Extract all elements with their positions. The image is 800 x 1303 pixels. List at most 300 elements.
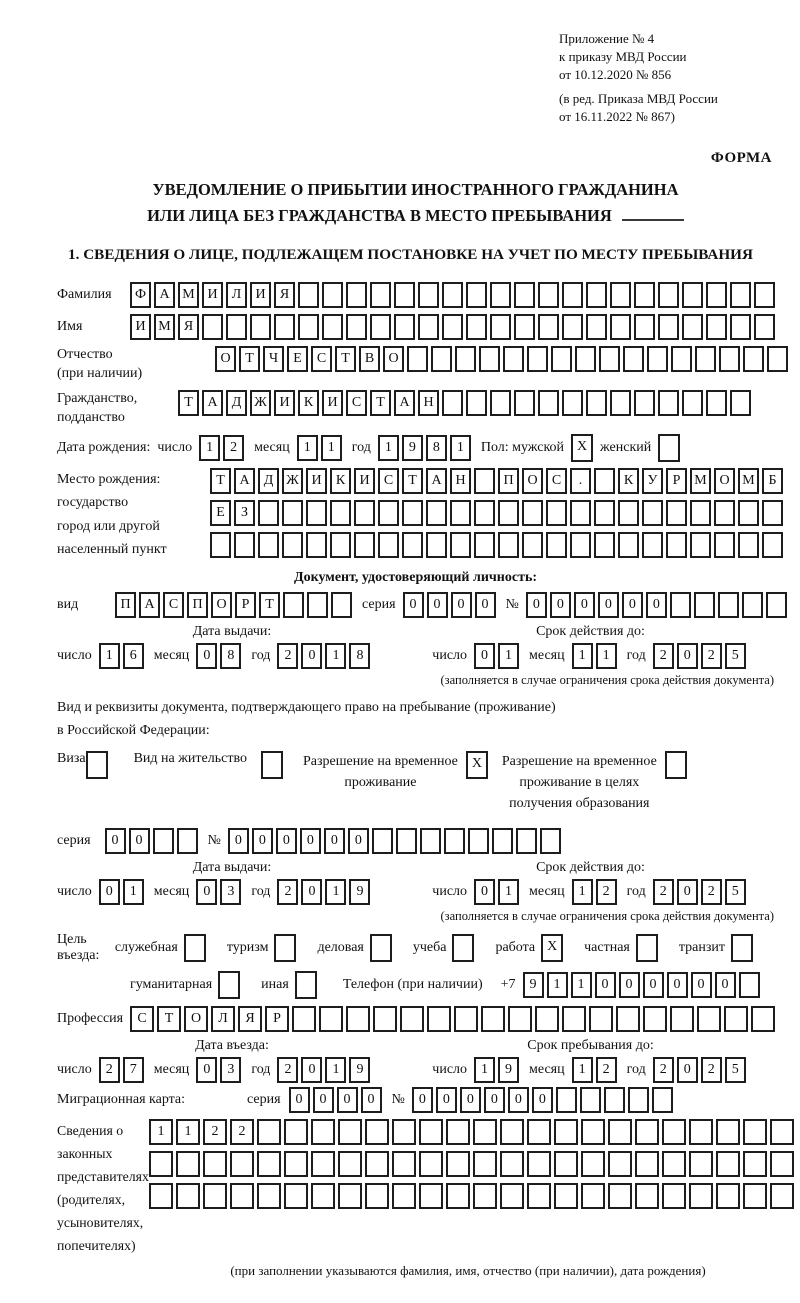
char-cell[interactable]: 2	[701, 879, 722, 905]
char-cell[interactable]: 9	[402, 435, 423, 461]
char-cell[interactable]	[500, 1119, 524, 1145]
char-cell[interactable]: 0	[677, 879, 698, 905]
char-cell[interactable]	[751, 1006, 775, 1032]
char-cell[interactable]: 2	[596, 1057, 617, 1083]
char-cell[interactable]: Р	[265, 1006, 289, 1032]
char-cell[interactable]: 1	[325, 1057, 346, 1083]
char-cell[interactable]: 3	[220, 1057, 241, 1083]
char-cell[interactable]: 2	[230, 1119, 254, 1145]
edu-permit-checkbox[interactable]	[665, 751, 687, 779]
char-cell[interactable]: 0	[622, 592, 643, 618]
char-cell[interactable]	[468, 828, 489, 854]
char-cell[interactable]	[503, 346, 524, 372]
char-cell[interactable]	[658, 314, 679, 340]
purpose-humanitarian-checkbox[interactable]	[218, 971, 246, 999]
char-cell[interactable]: 0	[289, 1087, 310, 1113]
char-cell[interactable]	[554, 1119, 578, 1145]
char-cell[interactable]	[473, 1119, 497, 1145]
char-cell[interactable]	[754, 314, 775, 340]
char-cell[interactable]	[149, 1183, 173, 1209]
char-cell[interactable]	[258, 500, 279, 526]
char-cell[interactable]	[454, 1006, 478, 1032]
char-cell[interactable]: 0	[598, 592, 619, 618]
char-cell[interactable]: 1	[325, 643, 346, 669]
char-cell[interactable]	[618, 532, 639, 558]
visa-checkbox[interactable]	[86, 751, 108, 779]
char-cell[interactable]: Р	[666, 468, 687, 494]
char-cell[interactable]	[210, 532, 231, 558]
char-cell[interactable]: 0	[677, 1057, 698, 1083]
char-cell[interactable]: Л	[226, 282, 247, 308]
char-cell[interactable]	[230, 1151, 254, 1177]
purpose-business-checkbox[interactable]	[184, 934, 212, 962]
char-cell[interactable]	[346, 1006, 370, 1032]
char-cell[interactable]	[562, 1006, 586, 1032]
checkbox-cell[interactable]	[184, 934, 206, 962]
char-cell[interactable]: 5	[725, 1057, 746, 1083]
char-cell[interactable]: 1	[99, 643, 120, 669]
char-cell[interactable]	[570, 500, 591, 526]
char-cell[interactable]	[346, 282, 367, 308]
char-cell[interactable]: 1	[474, 1057, 495, 1083]
char-cell[interactable]: П	[187, 592, 208, 618]
char-cell[interactable]: Д	[226, 390, 247, 416]
char-cell[interactable]	[230, 1183, 254, 1209]
char-cell[interactable]: 1	[378, 435, 399, 461]
char-cell[interactable]	[538, 390, 559, 416]
char-cell[interactable]: 6	[123, 643, 144, 669]
char-cell[interactable]	[396, 828, 417, 854]
checkbox-cell[interactable]	[370, 934, 392, 962]
char-cell[interactable]	[392, 1151, 416, 1177]
checkbox-cell[interactable]	[636, 934, 658, 962]
char-cell[interactable]	[346, 314, 367, 340]
char-cell[interactable]	[500, 1151, 524, 1177]
char-cell[interactable]: А	[394, 390, 415, 416]
char-cell[interactable]: 9	[349, 879, 370, 905]
char-cell[interactable]: М	[178, 282, 199, 308]
char-cell[interactable]	[652, 1087, 673, 1113]
char-cell[interactable]	[634, 282, 655, 308]
char-cell[interactable]	[446, 1119, 470, 1145]
char-cell[interactable]	[762, 532, 783, 558]
char-cell[interactable]	[738, 500, 759, 526]
char-cell[interactable]	[719, 346, 740, 372]
char-cell[interactable]	[554, 1183, 578, 1209]
char-cell[interactable]	[490, 390, 511, 416]
char-cell[interactable]	[250, 314, 271, 340]
char-cell[interactable]	[623, 346, 644, 372]
char-cell[interactable]	[338, 1119, 362, 1145]
char-cell[interactable]	[689, 1183, 713, 1209]
char-cell[interactable]: 2	[223, 435, 244, 461]
char-cell[interactable]: А	[202, 390, 223, 416]
char-cell[interactable]	[581, 1119, 605, 1145]
char-cell[interactable]	[473, 1183, 497, 1209]
char-cell[interactable]	[586, 390, 607, 416]
char-cell[interactable]	[662, 1183, 686, 1209]
checkbox-cell[interactable]	[274, 934, 296, 962]
char-cell[interactable]: К	[330, 468, 351, 494]
char-cell[interactable]	[730, 282, 751, 308]
char-cell[interactable]	[522, 532, 543, 558]
char-cell[interactable]: 1	[176, 1119, 200, 1145]
char-cell[interactable]	[670, 1006, 694, 1032]
char-cell[interactable]: 0	[451, 592, 472, 618]
char-cell[interactable]	[442, 282, 463, 308]
char-cell[interactable]	[562, 282, 583, 308]
char-cell[interactable]: М	[154, 314, 175, 340]
char-cell[interactable]	[466, 314, 487, 340]
char-cell[interactable]	[370, 282, 391, 308]
char-cell[interactable]	[426, 532, 447, 558]
char-cell[interactable]	[450, 532, 471, 558]
char-cell[interactable]	[226, 314, 247, 340]
char-cell[interactable]: Т	[402, 468, 423, 494]
char-cell[interactable]	[419, 1119, 443, 1145]
char-cell[interactable]	[500, 1183, 524, 1209]
char-cell[interactable]: А	[426, 468, 447, 494]
char-cell[interactable]: 0	[196, 643, 217, 669]
char-cell[interactable]	[762, 500, 783, 526]
char-cell[interactable]: О	[522, 468, 543, 494]
char-cell[interactable]: 0	[301, 879, 322, 905]
char-cell[interactable]: 0	[436, 1087, 457, 1113]
char-cell[interactable]: 1	[297, 435, 318, 461]
purpose-private-checkbox[interactable]	[636, 934, 664, 962]
char-cell[interactable]	[426, 500, 447, 526]
char-cell[interactable]: И	[130, 314, 151, 340]
char-cell[interactable]: 0	[484, 1087, 505, 1113]
char-cell[interactable]: Р	[235, 592, 256, 618]
char-cell[interactable]: 2	[277, 1057, 298, 1083]
char-cell[interactable]	[635, 1119, 659, 1145]
char-cell[interactable]	[770, 1183, 794, 1209]
char-cell[interactable]	[492, 828, 513, 854]
char-cell[interactable]	[298, 314, 319, 340]
char-cell[interactable]	[694, 592, 715, 618]
char-cell[interactable]	[149, 1151, 173, 1177]
checkbox-cell[interactable]	[452, 934, 474, 962]
char-cell[interactable]: И	[306, 468, 327, 494]
char-cell[interactable]	[589, 1006, 613, 1032]
char-cell[interactable]	[306, 500, 327, 526]
char-cell[interactable]	[697, 1006, 721, 1032]
char-cell[interactable]: 1	[325, 879, 346, 905]
char-cell[interactable]: Н	[450, 468, 471, 494]
char-cell[interactable]: 2	[653, 879, 674, 905]
char-cell[interactable]: Т	[157, 1006, 181, 1032]
char-cell[interactable]	[498, 532, 519, 558]
char-cell[interactable]: З	[234, 500, 255, 526]
char-cell[interactable]	[394, 282, 415, 308]
char-cell[interactable]: П	[498, 468, 519, 494]
char-cell[interactable]	[311, 1183, 335, 1209]
residence-permit-checkbox[interactable]	[261, 751, 283, 779]
char-cell[interactable]: 1	[321, 435, 342, 461]
purpose-work-checkbox[interactable]	[541, 934, 569, 962]
char-cell[interactable]: И	[322, 390, 343, 416]
char-cell[interactable]	[400, 1006, 424, 1032]
char-cell[interactable]: Е	[287, 346, 308, 372]
char-cell[interactable]	[666, 500, 687, 526]
char-cell[interactable]: 2	[277, 643, 298, 669]
purpose-transit-checkbox[interactable]	[731, 934, 759, 962]
char-cell[interactable]: 1	[572, 879, 593, 905]
char-cell[interactable]: 1	[547, 972, 568, 998]
char-cell[interactable]: 0	[196, 879, 217, 905]
char-cell[interactable]: 0	[403, 592, 424, 618]
char-cell[interactable]	[586, 314, 607, 340]
char-cell[interactable]	[442, 390, 463, 416]
char-cell[interactable]	[176, 1183, 200, 1209]
char-cell[interactable]	[490, 314, 511, 340]
char-cell[interactable]: 1	[149, 1119, 173, 1145]
char-cell[interactable]	[202, 314, 223, 340]
char-cell[interactable]: П	[115, 592, 136, 618]
char-cell[interactable]: И	[250, 282, 271, 308]
char-cell[interactable]	[498, 500, 519, 526]
char-cell[interactable]	[257, 1151, 281, 1177]
char-cell[interactable]	[738, 532, 759, 558]
char-cell[interactable]: 1	[571, 972, 592, 998]
char-cell[interactable]	[743, 1183, 767, 1209]
char-cell[interactable]	[527, 1151, 551, 1177]
char-cell[interactable]	[689, 1151, 713, 1177]
char-cell[interactable]	[508, 1006, 532, 1032]
checkbox-cell[interactable]	[218, 971, 240, 999]
char-cell[interactable]	[203, 1183, 227, 1209]
char-cell[interactable]: 8	[349, 643, 370, 669]
char-cell[interactable]	[514, 390, 535, 416]
char-cell[interactable]: 7	[123, 1057, 144, 1083]
char-cell[interactable]: М	[690, 468, 711, 494]
char-cell[interactable]: 0	[412, 1087, 433, 1113]
char-cell[interactable]	[594, 500, 615, 526]
char-cell[interactable]: Ф	[130, 282, 151, 308]
checkbox-cell[interactable]: X	[541, 934, 563, 962]
char-cell[interactable]: И	[354, 468, 375, 494]
char-cell[interactable]: 2	[701, 1057, 722, 1083]
char-cell[interactable]: 1	[498, 879, 519, 905]
char-cell[interactable]: К	[618, 468, 639, 494]
char-cell[interactable]	[618, 500, 639, 526]
char-cell[interactable]: 0	[252, 828, 273, 854]
char-cell[interactable]	[284, 1183, 308, 1209]
char-cell[interactable]: 0	[129, 828, 150, 854]
char-cell[interactable]	[153, 828, 174, 854]
char-cell[interactable]: 0	[324, 828, 345, 854]
char-cell[interactable]: 0	[691, 972, 712, 998]
char-cell[interactable]: С	[311, 346, 332, 372]
char-cell[interactable]: Ч	[263, 346, 284, 372]
char-cell[interactable]	[766, 592, 787, 618]
char-cell[interactable]	[546, 500, 567, 526]
char-cell[interactable]	[283, 592, 304, 618]
char-cell[interactable]	[690, 500, 711, 526]
char-cell[interactable]: О	[184, 1006, 208, 1032]
char-cell[interactable]	[689, 1119, 713, 1145]
char-cell[interactable]	[706, 314, 727, 340]
char-cell[interactable]: С	[378, 468, 399, 494]
checkbox-cell[interactable]: X	[466, 751, 488, 779]
char-cell[interactable]	[610, 314, 631, 340]
char-cell[interactable]	[372, 828, 393, 854]
char-cell[interactable]	[662, 1151, 686, 1177]
char-cell[interactable]: 3	[220, 879, 241, 905]
char-cell[interactable]: 9	[498, 1057, 519, 1083]
char-cell[interactable]	[724, 1006, 748, 1032]
char-cell[interactable]: 5	[725, 643, 746, 669]
char-cell[interactable]: Ж	[250, 390, 271, 416]
char-cell[interactable]: 0	[619, 972, 640, 998]
char-cell[interactable]	[642, 500, 663, 526]
char-cell[interactable]: 1	[498, 643, 519, 669]
char-cell[interactable]: А	[234, 468, 255, 494]
char-cell[interactable]	[514, 282, 535, 308]
char-cell[interactable]	[418, 314, 439, 340]
char-cell[interactable]	[634, 314, 655, 340]
char-cell[interactable]: А	[154, 282, 175, 308]
char-cell[interactable]: Б	[762, 468, 783, 494]
char-cell[interactable]	[392, 1119, 416, 1145]
char-cell[interactable]	[670, 592, 691, 618]
char-cell[interactable]	[370, 314, 391, 340]
char-cell[interactable]	[274, 314, 295, 340]
char-cell[interactable]	[682, 390, 703, 416]
char-cell[interactable]	[767, 346, 788, 372]
char-cell[interactable]	[635, 1183, 659, 1209]
char-cell[interactable]: Т	[259, 592, 280, 618]
char-cell[interactable]	[594, 532, 615, 558]
char-cell[interactable]	[490, 282, 511, 308]
char-cell[interactable]	[292, 1006, 316, 1032]
char-cell[interactable]: 0	[475, 592, 496, 618]
char-cell[interactable]	[608, 1183, 632, 1209]
sex-female-checkbox[interactable]	[658, 434, 680, 462]
char-cell[interactable]: Т	[178, 390, 199, 416]
char-cell[interactable]	[682, 314, 703, 340]
char-cell[interactable]	[446, 1151, 470, 1177]
char-cell[interactable]	[658, 390, 679, 416]
char-cell[interactable]: 1	[123, 879, 144, 905]
char-cell[interactable]	[177, 828, 198, 854]
char-cell[interactable]	[562, 314, 583, 340]
char-cell[interactable]	[682, 282, 703, 308]
char-cell[interactable]: 0	[532, 1087, 553, 1113]
char-cell[interactable]	[322, 282, 343, 308]
char-cell[interactable]	[522, 500, 543, 526]
char-cell[interactable]	[284, 1119, 308, 1145]
char-cell[interactable]	[322, 314, 343, 340]
char-cell[interactable]	[319, 1006, 343, 1032]
char-cell[interactable]: 0	[508, 1087, 529, 1113]
char-cell[interactable]	[616, 1006, 640, 1032]
char-cell[interactable]	[373, 1006, 397, 1032]
char-cell[interactable]	[394, 314, 415, 340]
char-cell[interactable]	[257, 1119, 281, 1145]
char-cell[interactable]: 0	[348, 828, 369, 854]
char-cell[interactable]	[594, 468, 615, 494]
char-cell[interactable]	[718, 592, 739, 618]
char-cell[interactable]: Т	[239, 346, 260, 372]
char-cell[interactable]	[642, 532, 663, 558]
char-cell[interactable]: 0	[574, 592, 595, 618]
char-cell[interactable]: 0	[474, 879, 495, 905]
char-cell[interactable]	[570, 532, 591, 558]
char-cell[interactable]: 0	[667, 972, 688, 998]
char-cell[interactable]: 0	[313, 1087, 334, 1113]
char-cell[interactable]: 0	[300, 828, 321, 854]
char-cell[interactable]: М	[738, 468, 759, 494]
char-cell[interactable]	[580, 1087, 601, 1113]
char-cell[interactable]: И	[274, 390, 295, 416]
char-cell[interactable]	[671, 346, 692, 372]
char-cell[interactable]	[419, 1151, 443, 1177]
char-cell[interactable]	[635, 1151, 659, 1177]
char-cell[interactable]: Я	[178, 314, 199, 340]
char-cell[interactable]	[556, 1087, 577, 1113]
char-cell[interactable]	[455, 346, 476, 372]
char-cell[interactable]	[551, 346, 572, 372]
char-cell[interactable]	[706, 390, 727, 416]
char-cell[interactable]	[338, 1183, 362, 1209]
char-cell[interactable]: 8	[220, 643, 241, 669]
purpose-tourism-checkbox[interactable]	[274, 934, 302, 962]
char-cell[interactable]: 0	[526, 592, 547, 618]
char-cell[interactable]: 0	[643, 972, 664, 998]
char-cell[interactable]: Н	[418, 390, 439, 416]
char-cell[interactable]	[442, 314, 463, 340]
char-cell[interactable]: 2	[277, 879, 298, 905]
checkbox-cell[interactable]	[295, 971, 317, 999]
char-cell[interactable]	[284, 1151, 308, 1177]
char-cell[interactable]	[338, 1151, 362, 1177]
char-cell[interactable]	[610, 390, 631, 416]
char-cell[interactable]: 0	[196, 1057, 217, 1083]
char-cell[interactable]	[662, 1119, 686, 1145]
char-cell[interactable]	[257, 1183, 281, 1209]
char-cell[interactable]	[730, 314, 751, 340]
char-cell[interactable]	[581, 1183, 605, 1209]
temp-permit-checkbox[interactable]	[466, 751, 488, 779]
char-cell[interactable]	[431, 346, 452, 372]
char-cell[interactable]: О	[215, 346, 236, 372]
char-cell[interactable]: Т	[210, 468, 231, 494]
char-cell[interactable]	[527, 1183, 551, 1209]
checkbox-cell[interactable]	[261, 751, 283, 779]
char-cell[interactable]	[479, 346, 500, 372]
char-cell[interactable]	[716, 1119, 740, 1145]
char-cell[interactable]	[716, 1183, 740, 1209]
char-cell[interactable]	[473, 1151, 497, 1177]
char-cell[interactable]: 1	[572, 643, 593, 669]
char-cell[interactable]: 0	[646, 592, 667, 618]
char-cell[interactable]	[234, 532, 255, 558]
char-cell[interactable]: О	[383, 346, 404, 372]
char-cell[interactable]	[690, 532, 711, 558]
purpose-study-checkbox[interactable]	[452, 934, 480, 962]
char-cell[interactable]	[444, 828, 465, 854]
char-cell[interactable]	[628, 1087, 649, 1113]
char-cell[interactable]	[311, 1151, 335, 1177]
char-cell[interactable]	[535, 1006, 559, 1032]
char-cell[interactable]	[474, 532, 495, 558]
char-cell[interactable]	[610, 282, 631, 308]
char-cell[interactable]: 0	[715, 972, 736, 998]
char-cell[interactable]	[643, 1006, 667, 1032]
char-cell[interactable]	[658, 282, 679, 308]
